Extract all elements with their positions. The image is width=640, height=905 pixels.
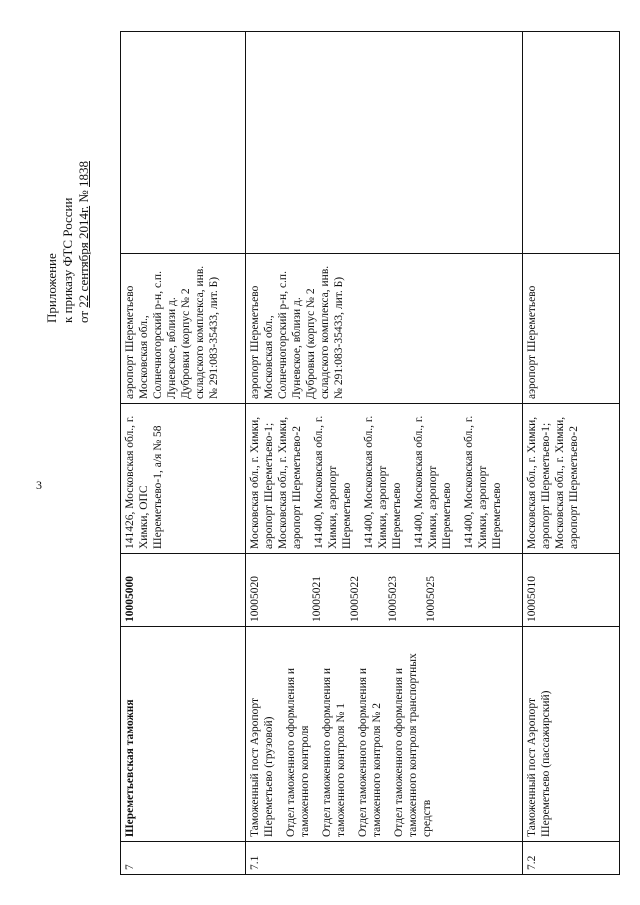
row-num: 7.1 xyxy=(246,842,523,875)
sub-code: 10005021 xyxy=(311,576,323,622)
sub-address: 141400, Московская обл., г. Химки, аэропорт Шереметьево xyxy=(313,415,353,549)
row-code: 10005010 xyxy=(522,554,619,627)
sub-name: Отдел таможенного оформления и таможенного контроля транспортных средств xyxy=(393,653,433,837)
sub-name: Отдел таможенного оформления и таможенного контроля № 2 xyxy=(357,667,383,837)
row-location: аэропорт Шереметьево xyxy=(522,254,619,404)
header-line3 xyxy=(76,161,92,323)
sub-name: Отдел таможенного оформления и таможенного контроля № 1 xyxy=(321,667,347,837)
sub-name: Отдел таможенного оформления и таможенного контроля xyxy=(285,667,311,837)
row-code: 10005000 xyxy=(121,554,246,627)
page-number: 3 xyxy=(36,478,42,492)
row-extra xyxy=(246,32,523,254)
order-number: 1838 xyxy=(76,160,91,187)
sub-code: 10005022 xyxy=(349,576,361,622)
row-extra xyxy=(522,32,619,254)
row-name-main: Таможенный пост Аэропорт Шереметьево (грузовой) xyxy=(249,697,275,837)
table-row xyxy=(246,32,523,875)
sub-address: 141400, Московская обл., г. Химки, аэропорт Шереметьево xyxy=(413,415,453,549)
row-location: аэропорт Шереметьево Московская обл., Солнечногорский р-н, с.п. Луневское, вблизи д. Дубровки (корпус № 2 складского комплекса, инв. № 291:083-35433, лит. Б) xyxy=(121,254,246,404)
table-row xyxy=(121,32,246,875)
row-address xyxy=(246,404,523,554)
sub-address: 141400, Московская обл., г. Химки, аэропорт Шереметьево xyxy=(363,415,403,549)
row-address: 141426, Московская обл., г. Химки, ОПС Шереметьево-1, а/я № 58 xyxy=(121,404,246,554)
customs-table xyxy=(120,31,620,875)
row-address-main: Московская обл., г. Химки, аэропорт Шереметьево-1; Московская обл., г. Химки, аэропорт Шереметьево-2 xyxy=(249,416,303,549)
sub-address: 141400, Московская обл., г. Химки, аэропорт Шереметьево xyxy=(463,415,503,549)
number-label: № xyxy=(76,190,91,203)
header-line1: Приложение xyxy=(44,253,59,323)
row-address: Московская обл., г. Химки, аэропорт Шереметьево-1; Московская обл., г. Химки, аэропорт Шереметьево-2 xyxy=(522,404,619,554)
row-num: 7.2 xyxy=(522,842,619,875)
header-from: от xyxy=(76,310,91,323)
table-row xyxy=(522,32,619,875)
row-extra xyxy=(121,32,246,254)
order-header xyxy=(44,161,92,323)
row-location: аэропорт Шереметьево Московская обл., Солнечногорский р-н, с.п. Луневское, вблизи д. Дубровки (корпус № 2 складского комплекса, инв. № 291:083-35433, лит. Б) xyxy=(246,254,523,404)
sub-code: 10005023 xyxy=(387,576,399,622)
row-code-main: 10005020 xyxy=(249,576,261,622)
order-date: 22 сентября 2014г. xyxy=(76,205,91,308)
row-name xyxy=(246,627,523,842)
row-code xyxy=(246,554,523,627)
row-num: 7 xyxy=(121,842,246,875)
header-line2: к приказу ФТС России xyxy=(60,197,75,323)
row-name: Шереметьевская таможня xyxy=(121,627,246,842)
sub-code: 10005025 xyxy=(425,576,437,622)
row-name: Таможенный пост Аэропорт Шереметьево (пассажирский) xyxy=(522,627,619,842)
